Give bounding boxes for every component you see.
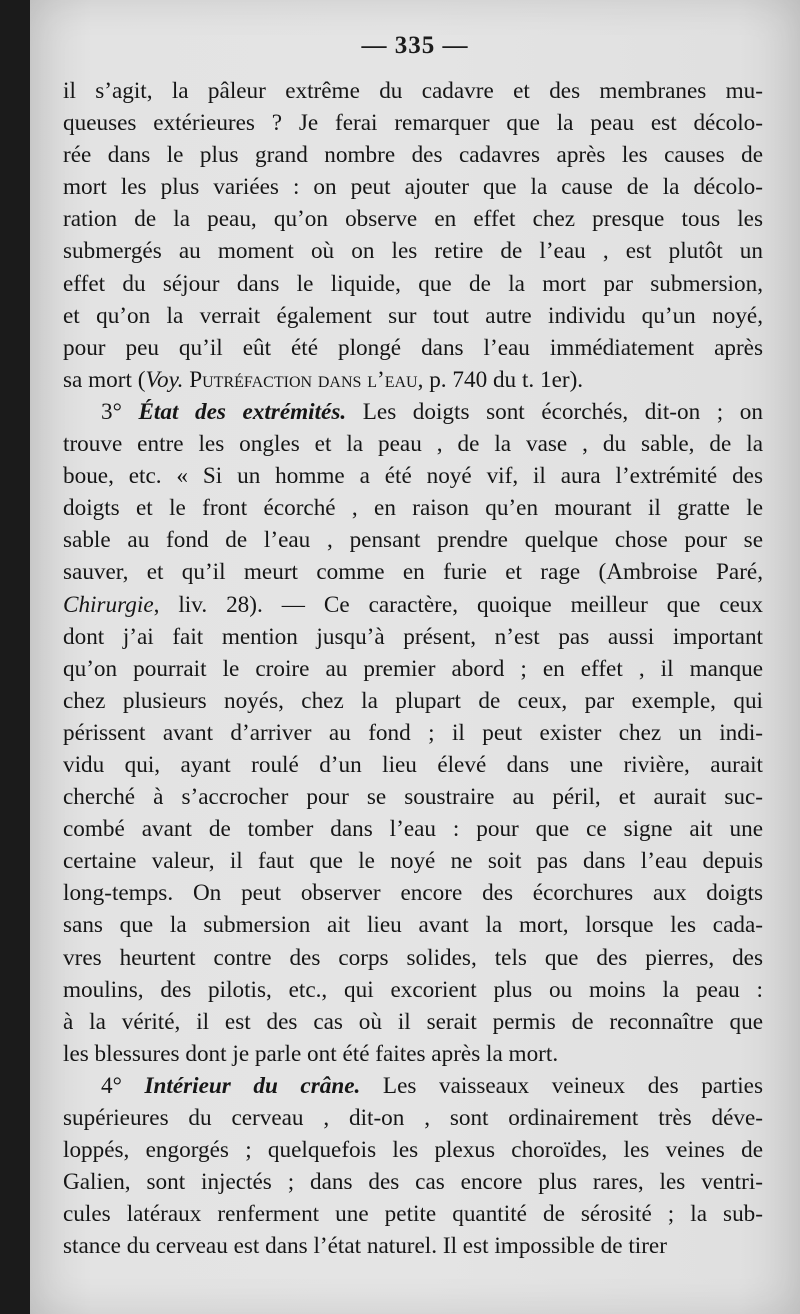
text-line (63, 942, 763, 974)
text-line (63, 1230, 763, 1262)
text-line (63, 1166, 763, 1198)
text-run: cules latéraux renferment une petite quantité de sérosité ; la sub- (63, 1201, 763, 1228)
text-run: les blessures dont je parle ont été faites après la mort. (63, 1040, 559, 1067)
text-line (63, 1070, 763, 1102)
text-line (63, 235, 763, 267)
text-run: à la vérité, il est des cas où il serait permis de reconnaître que (63, 1008, 763, 1035)
text-line (63, 332, 763, 364)
text-line (63, 1198, 763, 1230)
text-run: Les doigts sont écorchés, dit-on ; on (346, 398, 763, 425)
text-run: cherché à s’accrocher pour se soustraire au péril, et aurait suc- (63, 784, 763, 811)
page-number: — 335 — (361, 32, 469, 59)
text-run: pour peu qu’il eût été plongé dans l’eau immédiatement après (63, 334, 763, 361)
text-run: queuses extérieures ? Je ferai remarquer que la peau est décolo- (63, 110, 763, 137)
text-run: Les vaisseaux veineux des parties (360, 1072, 763, 1099)
text-run: et qu’on la verrait également sur tout autre individu qu’un noyé, (63, 302, 763, 329)
text-line (63, 460, 763, 492)
text-run: combé avant de tomber dans l’eau : pour que ce signe ait une (63, 816, 763, 843)
text-run: , p. 740 du t. 1er). (417, 366, 584, 393)
text-line (63, 621, 763, 653)
text-run: 4° (101, 1072, 145, 1099)
text-line (63, 268, 763, 300)
text-line (63, 749, 763, 781)
text-run: dont j’ai fait mention jusqu’à présent, n’est pas aussi important (63, 623, 763, 650)
text-run: qu’on pourrait le croire au premier abord ; en effet , il manque (63, 655, 763, 682)
text-run: loppés, engorgés ; quelquefois les plexus choroïdes, les veines de (63, 1137, 763, 1164)
text-run: long-temps. On peut observer encore des écorchures aux doigts (63, 880, 763, 907)
text-line (63, 364, 763, 396)
text-line (63, 717, 763, 749)
text-line (63, 139, 763, 171)
text-line (63, 974, 763, 1006)
text-line (63, 396, 763, 428)
text-line (63, 685, 763, 717)
text-run: vres heurtent contre des corps solides, tels que des pierres, des (63, 944, 763, 971)
text-run: sable au fond de l’eau , pensant prendre quelque chose pour se (63, 527, 763, 554)
text-line (63, 171, 763, 203)
text-line (63, 1102, 763, 1134)
book-page (30, 0, 800, 1314)
text-line (63, 556, 763, 588)
text-line (63, 909, 763, 941)
text-line (63, 428, 763, 460)
text-line (63, 781, 763, 813)
text-line (63, 813, 763, 845)
text-run: rée dans le plus grand nombre des cadavres après les causes de (63, 142, 763, 169)
text-line (63, 300, 763, 332)
text-line (63, 653, 763, 685)
text-run: vidu qui, ayant roulé d’un lieu élevé dans une rivière, aurait (63, 751, 763, 778)
text-run: sauver, et qu’il meurt comme en furie et rage (Ambroise Paré, (63, 559, 763, 586)
text-run: submergés au moment où on les retire de l’eau , est plutôt un (63, 238, 763, 265)
text-line (63, 877, 763, 909)
text-run: sans que la submersion ait lieu avant la mort, lorsque les cada- (63, 912, 763, 939)
text-run: Intérieur du crâne. (144, 1072, 361, 1099)
text-run: sa mort ( (63, 366, 146, 393)
text-line (63, 107, 763, 139)
text-run: trouve entre les ongles et la peau , de la vase , du sable, de la (63, 431, 763, 458)
text-line (63, 203, 763, 235)
text-run: Voy. (145, 366, 184, 393)
text-run: Chirurgie (63, 591, 154, 618)
text-run: périssent avant d’arriver au fond ; il peut exister chez un indi- (63, 719, 763, 746)
text-run: boue, etc. « Si un homme a été noyé vif, il aura l’extrémité des (63, 463, 763, 490)
text-run: , liv. 28). — Ce caractère, quoique meilleur que ceux (153, 591, 763, 618)
text-run: il s’agit, la pâleur extrême du cadavre et des membranes mu- (63, 78, 763, 104)
text-run: mort les plus variées : on peut ajouter que la cause de la décolo- (63, 174, 763, 201)
text-run: effet du séjour dans le liquide, que de la mort par submersion, (63, 270, 763, 297)
text-run: État des extrémités. (138, 398, 347, 425)
text-run: moulins, des pilotis, etc., qui excorient plus ou moins la peau : (63, 976, 763, 1003)
text-run: stance du cerveau est dans l’état naturel. Il est impossible de tirer (63, 1233, 667, 1260)
text-line (63, 492, 763, 524)
body-text (63, 75, 763, 1262)
text-line (63, 589, 763, 621)
text-run: doigts et le front écorché , en raison qu’en mourant il gratte le (63, 495, 763, 522)
text-run: Galien, sont injectés ; dans des cas encore plus rares, les ventri- (63, 1169, 763, 1196)
text-run: ration de la peau, qu’on observe en effet chez presque tous les (63, 206, 763, 233)
text-line (63, 1134, 763, 1166)
text-line (63, 524, 763, 556)
text-line (63, 845, 763, 877)
text-run: 3° (101, 398, 139, 425)
text-run: supérieures du cerveau , dit-on , sont ordinairement très déve- (63, 1105, 763, 1131)
text-line (63, 1006, 763, 1038)
text-line (63, 1038, 763, 1070)
text-run: certaine valeur, il faut que le noyé ne soit pas dans l’eau depuis (63, 848, 763, 875)
text-run: Putréfaction dans l’eau (189, 366, 418, 393)
text-line (63, 75, 763, 107)
text-run: chez plusieurs noyés, chez la plupart de ceux, par exemple, qui (63, 687, 763, 714)
